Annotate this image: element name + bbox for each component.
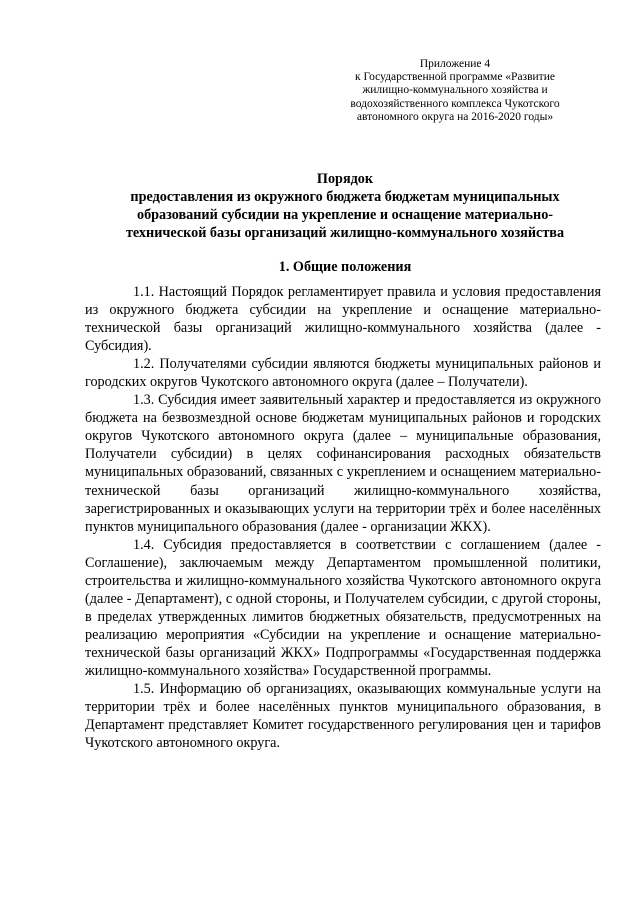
appendix-line: Приложение 4 xyxy=(419,58,491,70)
document-body xyxy=(85,283,601,752)
title-line: образований субсидии на укрепление и оснащение материально- xyxy=(136,207,554,223)
paragraph-1-1: 1.1. Настоящий Порядок регламентирует правила и условия предоставления из окружного бюджета субсидии на укрепление и оснащение материально-технической базы организаций жилищно-коммунального хозяйства (далее - Субсидия). xyxy=(85,284,601,355)
title-line: технической базы организаций жилищно-коммунального хозяйства xyxy=(125,225,565,241)
appendix-line: водохозяйственного комплекса Чукотского xyxy=(350,97,560,110)
paragraph-1-3: 1.3. Субсидия имеет заявительный характер и предоставляется из окружного бюджета на безвозмездной основе бюджетам муниципальных районов и городских округов Чукотского автономного округа (далее – муниципальные образования, Получатели субсидии) в целях софинансирования расходных обязательств муниципальных образований, связанных с укреплением и оснащением материально-технической базы организаций жилищно-коммунального хозяйства, зарегистрированных и оказывающих услуги на территории трёх и более населённых пунктов муниципального образования (далее - организации ЖКХ). xyxy=(85,392,601,535)
document-title xyxy=(85,170,605,242)
title-line: Порядок xyxy=(316,171,374,187)
paragraph-1-2: 1.2. Получателями субсидии являются бюджеты муниципальных районов и городских округов Чукотского автономного округа (далее – Получатели). xyxy=(85,356,601,391)
appendix-line: автономного округа на 2016-2020 годы» xyxy=(356,110,554,123)
appendix-line: к Государственной программе «Развитие xyxy=(355,71,555,84)
title-line: предоставления из окружного бюджета бюджетам муниципальных xyxy=(130,189,560,205)
paragraph-1-5: 1.5. Информацию об организациях, оказывающих коммунальные услуги на территории трёх и более населённых пунктов муниципального образования, в Департамент представляет Комитет государственного регулирования цен и тарифов Чукотского автономного округа. xyxy=(85,681,601,752)
appendix-line: жилищно-коммунального хозяйства и xyxy=(362,84,548,97)
section-heading: 1. Общие положения xyxy=(278,259,412,275)
appendix-header xyxy=(330,58,580,124)
paragraph-1-4: 1.4. Субсидия предоставляется в соответствии с соглашением (далее - Соглашение), заключаемым между Департаментом промышленной политики, строительства и жилищно-коммунального хозяйства Чукотского автономного округа (далее - Департамент), с одной стороны, и Получателем субсидии, с другой стороны, в пределах утвержденных лимитов бюджетных обязательств, предусмотренных на реализацию мероприятия «Субсидии на укрепление и оснащение материально-технической базы организаций ЖКХ» Подпрограммы «Государственная поддержка жилищно-коммунального хозяйства» Государственной программы. xyxy=(85,536,601,679)
